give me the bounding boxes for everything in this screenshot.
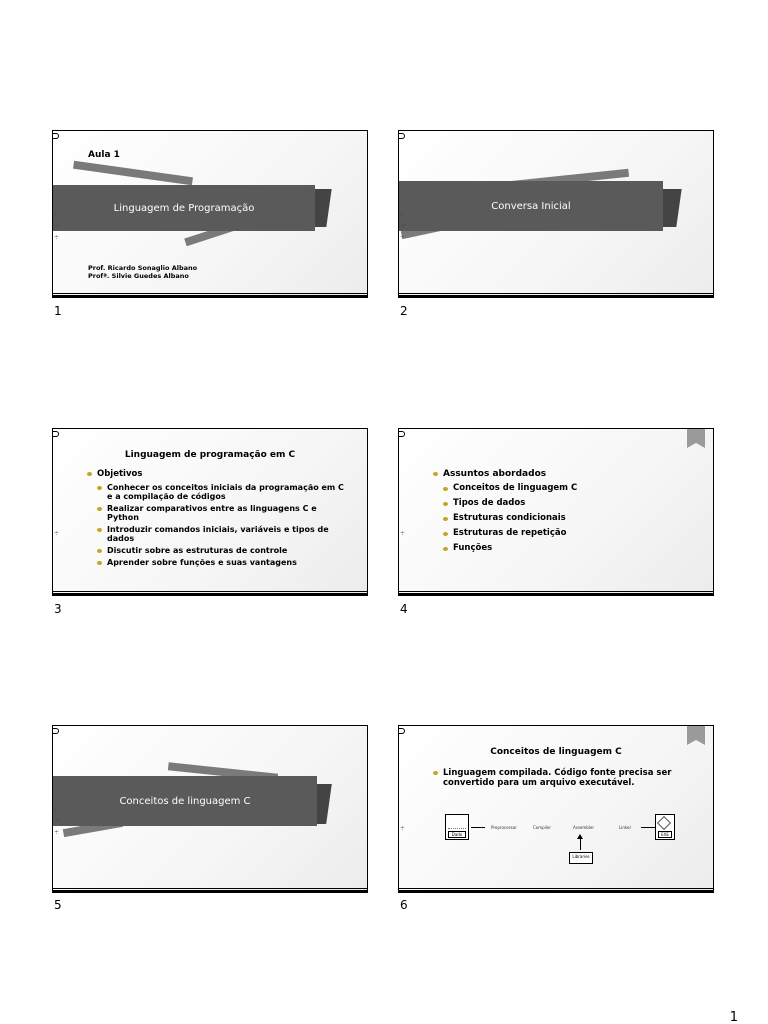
slide-6 [398,725,714,893]
page-number: 1 [729,1010,738,1024]
divider [53,591,367,592]
slide-number: 2 [400,304,408,318]
bookmark-icon [687,428,705,448]
corner-mark [53,431,59,437]
slide-1 [52,130,368,298]
divider [53,295,367,297]
corner-mark [399,728,405,734]
list-item: Estruturas condicionais [443,514,693,523]
list-item: Tipos de dados [443,499,693,508]
slide-4 [398,428,714,596]
list-item: Assuntos abordados [433,469,693,479]
list-item: Aprender sobre funções e suas vantagens [97,558,347,567]
slide-number: 5 [54,898,62,912]
slide-1-author2: Profª. Silvie Guedes Albano [88,272,189,280]
output-file-box [655,814,675,840]
slide-2 [398,130,714,298]
slide-5 [52,725,368,893]
source-label: Dado [448,831,466,838]
list-item: Objetivos [87,469,347,479]
corner-mark [53,133,59,139]
slide-1-banner: Linguagem de Programação [53,185,315,231]
decorative-ribbon [73,161,193,186]
step-linker: Linker [619,825,632,830]
slide-3-heading: Linguagem de programação em C [124,450,296,460]
slide-4-list [433,469,693,559]
divider [399,888,713,889]
slide-3-list [87,469,347,570]
slide-5-banner: Conceitos de linguagem C [53,776,317,826]
list-item: Discutir sobre as estruturas de controle [97,546,347,555]
divider [53,293,367,294]
list-item: Funções [443,544,693,553]
divider [399,591,713,592]
slide-number: 4 [400,602,408,616]
divider [53,890,367,892]
libraries-box [569,852,593,864]
output-label: EXE [658,831,672,838]
step-assembler: Assembler [573,825,595,830]
divider [399,293,713,294]
side-mark: ▶ ◀ ÷ [54,210,60,241]
corner-mark [53,728,59,734]
list-item: Conceitos de linguagem C [443,484,693,493]
slide-1-author1: Prof. Ricardo Sonaglio Albano [88,264,198,272]
slide-6-heading: Conceitos de linguagem C [490,747,622,757]
slide-number: 1 [54,304,62,318]
libraries-label: Libraries [572,854,590,859]
bookmark-icon [687,725,705,745]
step-compiler: Compiler [533,825,552,830]
corner-mark [399,431,405,437]
arrow [641,827,655,828]
side-mark: ▶ ◀ ÷ [400,210,406,241]
divider [399,890,713,892]
slide-number: 6 [400,898,408,912]
arrow-head [577,834,583,839]
list-item: Estruturas de repetição [443,529,693,538]
slide-1-aula: Aula 1 [88,150,120,160]
divider [53,888,367,889]
list-item: Introduzir comandos iniciais, variáveis e tipos de dados [97,525,347,543]
step-preprocessor: Preprocessor [491,825,517,830]
list-item: Conhecer os conceitos iniciais da programação em C e a compilação de códigos [97,483,347,501]
side-mark: ÷ [400,825,406,832]
slide-number: 3 [54,602,62,616]
side-mark: ÷ [400,530,406,537]
corner-mark [399,133,405,139]
list-item: Realizar comparativos entre as linguagens C e Python [97,504,347,522]
list-item: Linguagem compilada. Código fonte precisa ser convertido para um arquivo executável. [433,768,673,788]
slide-3 [52,428,368,596]
side-mark: ÷ [54,530,60,537]
slide-6-list [433,768,673,792]
slide-2-banner: Conversa Inicial [399,181,663,231]
side-mark: ▶ ◀ ÷ [54,805,60,836]
divider [399,295,713,297]
source-file-box [445,814,469,840]
divider [53,593,367,595]
arrow [471,827,485,828]
divider [399,593,713,595]
